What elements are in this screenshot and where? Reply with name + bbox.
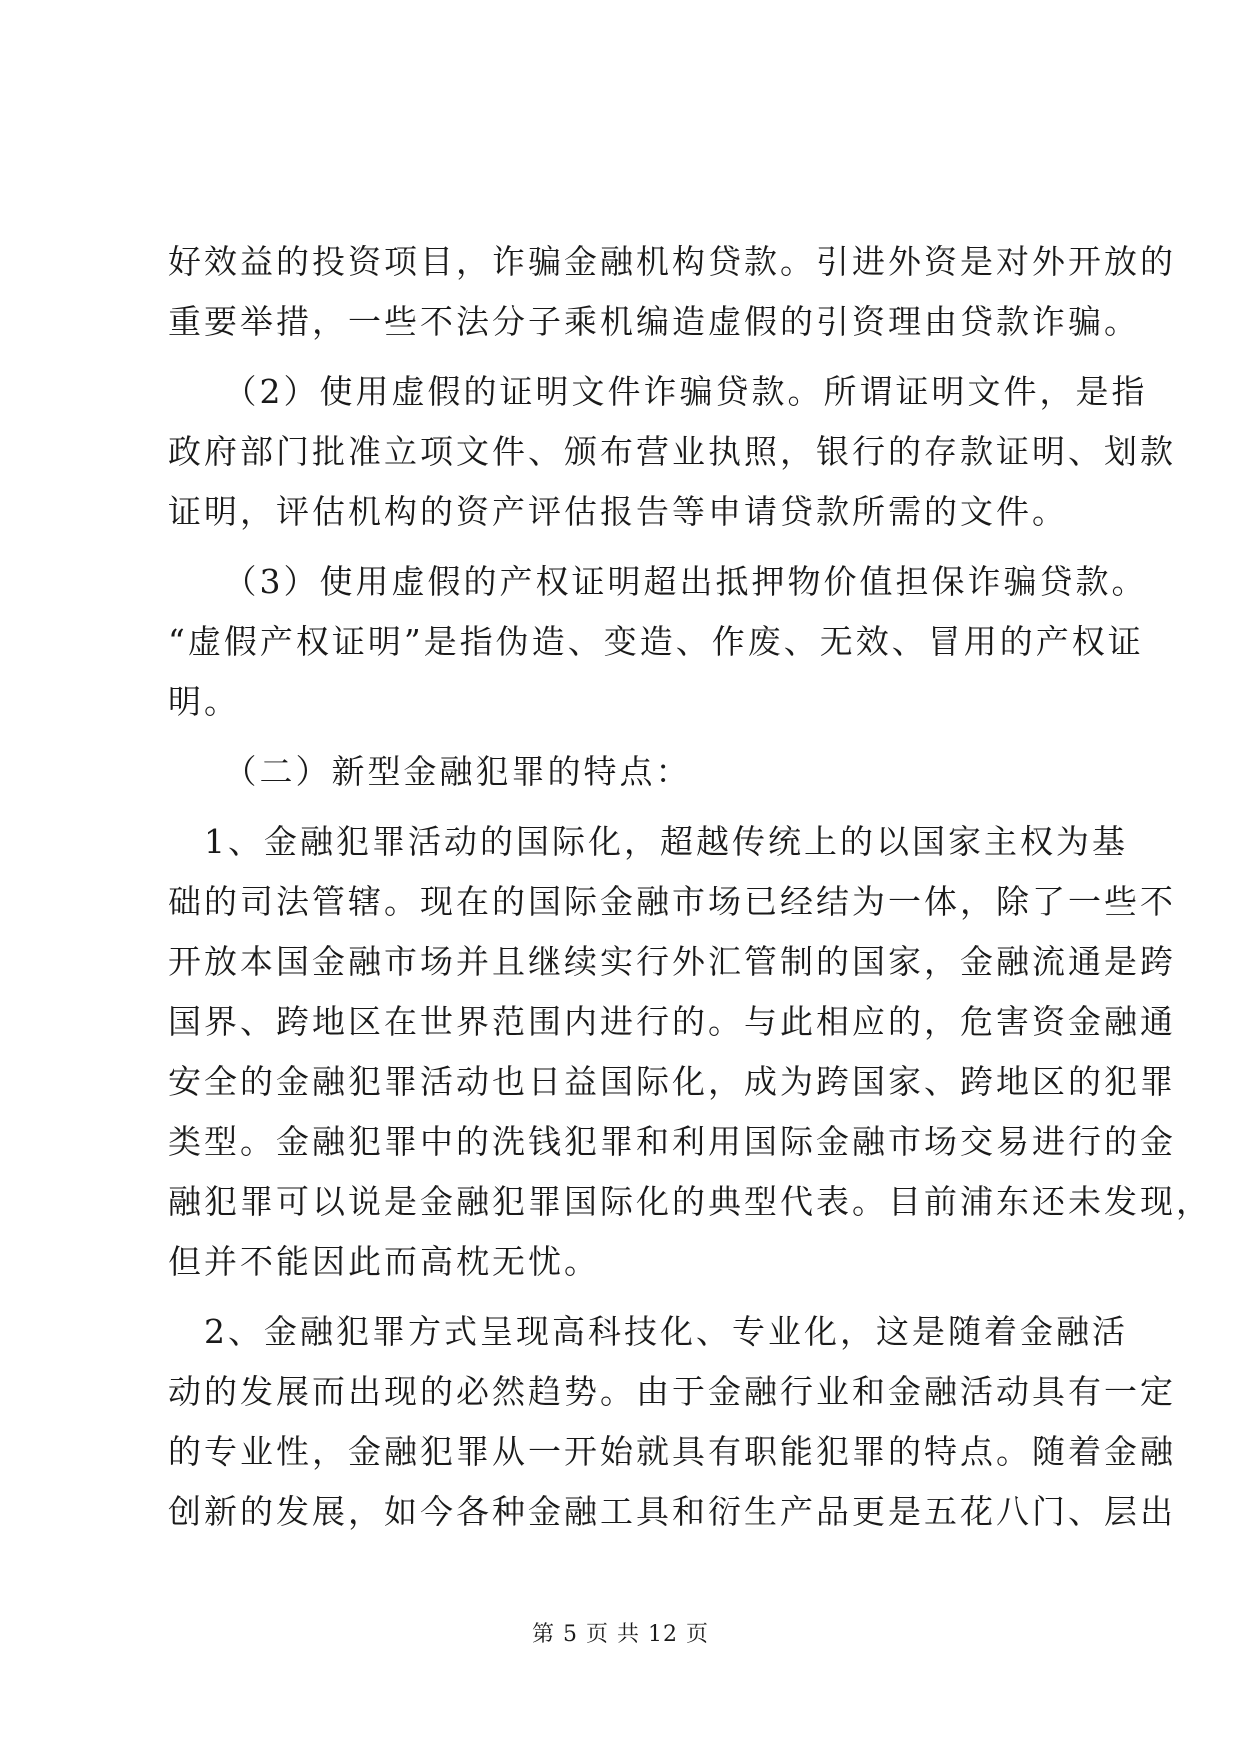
paragraph-1 bbox=[168, 232, 1176, 352]
text-line: 类型。金融犯罪中的洗钱犯罪和利用国际金融市场交易进行的金 bbox=[168, 1122, 1176, 1161]
heading-line: （二）新型金融犯罪的特点： bbox=[168, 752, 692, 791]
text-line: （2）使用虚假的证明文件诈骗贷款。所谓证明文件，是指 bbox=[168, 372, 1148, 411]
text-line: 2、金融犯罪方式呈现高科技化、专业化，这是随着金融活 bbox=[168, 1312, 1128, 1351]
text-line: 安全的金融犯罪活动也日益国际化，成为跨国家、跨地区的犯罪 bbox=[168, 1062, 1176, 1101]
document-body bbox=[168, 232, 1212, 1542]
paragraph-2 bbox=[168, 362, 1176, 542]
paragraph-3 bbox=[168, 552, 1148, 732]
text-line: 础的司法管辖。现在的国际金融市场已经结为一体，除了一些不 bbox=[168, 882, 1176, 921]
text-line: 开放本国金融市场并且继续实行外汇管制的国家，金融流通是跨 bbox=[168, 942, 1176, 981]
paragraph-6 bbox=[168, 1302, 1176, 1542]
text-line: 政府部门批准立项文件、颁布营业执照，银行的存款证明、划款 bbox=[168, 432, 1176, 471]
text-line: 创新的发展，如今各种金融工具和衍生产品更是五花八门、层出 bbox=[168, 1492, 1176, 1531]
text-line: 的专业性，金融犯罪从一开始就具有职能犯罪的特点。随着金融 bbox=[168, 1432, 1176, 1471]
page-number-footer: 第 5 页 共 12 页 bbox=[532, 1622, 709, 1647]
text-line: 证明，评估机构的资产评估报告等申请贷款所需的文件。 bbox=[168, 492, 1068, 531]
text-line: （3）使用虚假的产权证明超出抵押物价值担保诈骗贷款。 bbox=[168, 562, 1148, 601]
text-line: 融犯罪可以说是金融犯罪国际化的典型代表。目前浦东还未发现， bbox=[168, 1182, 1212, 1221]
text-line: 好效益的投资项目，诈骗金融机构贷款。引进外资是对外开放的 bbox=[168, 242, 1176, 281]
text-line: 1、金融犯罪活动的国际化，超越传统上的以国家主权为基 bbox=[168, 822, 1128, 861]
section-heading bbox=[168, 742, 1088, 802]
text-line: 动的发展而出现的必然趋势。由于金融行业和金融活动具有一定 bbox=[168, 1372, 1176, 1411]
text-line: 但并不能因此而高枕无忧。 bbox=[168, 1242, 600, 1281]
text-line: 明。 bbox=[168, 682, 240, 721]
text-line: 重要举措，一些不法分子乘机编造虚假的引资理由贷款诈骗。 bbox=[168, 302, 1140, 341]
text-line: 国界、跨地区在世界范围内进行的。与此相应的，危害资金融通 bbox=[168, 1002, 1176, 1041]
text-line: “虚假产权证明”是指伪造、变造、作废、无效、冒用的产权证 bbox=[168, 622, 1144, 661]
paragraph-5 bbox=[168, 812, 1212, 1292]
